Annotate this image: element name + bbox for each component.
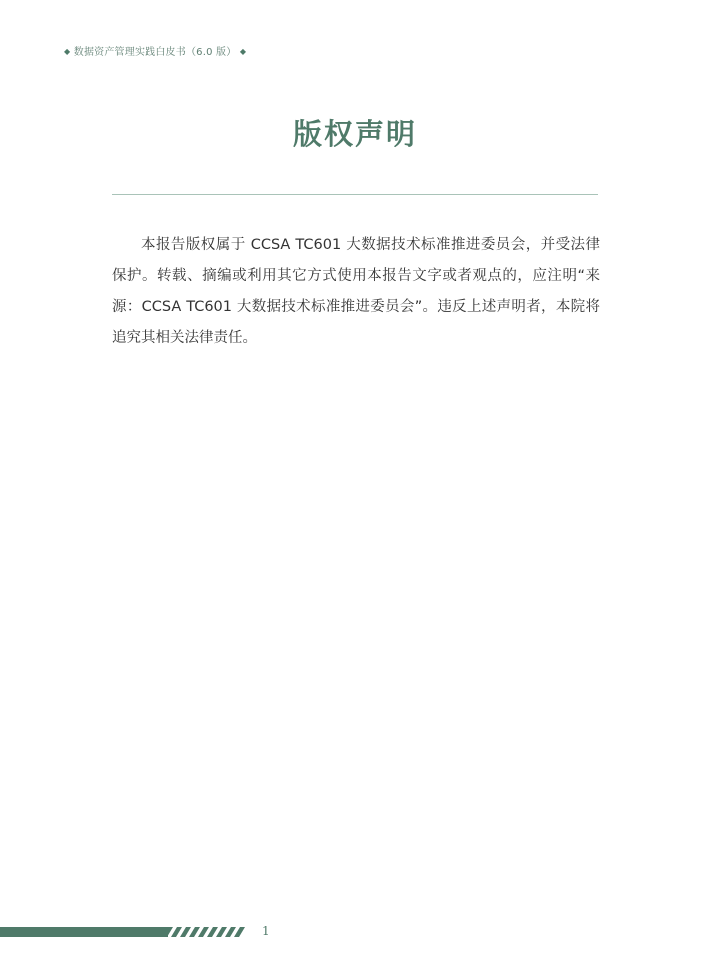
footer-accent-bar [0, 927, 168, 937]
page-title: 版权声明 [292, 117, 417, 151]
running-header-title: 数据资产管理实践白皮书（6.0 版） [73, 47, 237, 58]
title-divider [112, 194, 598, 195]
diamond-right-icon: ◆ [239, 47, 247, 56]
page-number: 1 [262, 924, 270, 938]
copyright-paragraph: 本报告版权属于 CCSA TC601 大数据技术标准推进委员会，并受法律保护。转载、摘编或利用其它方式使用本报告文字或者观点的，应注明“来源：CCSA TC601 大数据技术标准推进委员会”。违反上述声明者，本院将追究其相关法律责任。 [112, 237, 600, 346]
footer-stripes-decoration [160, 927, 252, 937]
running-header [64, 43, 246, 58]
diamond-left-icon: ◆ [64, 47, 71, 56]
